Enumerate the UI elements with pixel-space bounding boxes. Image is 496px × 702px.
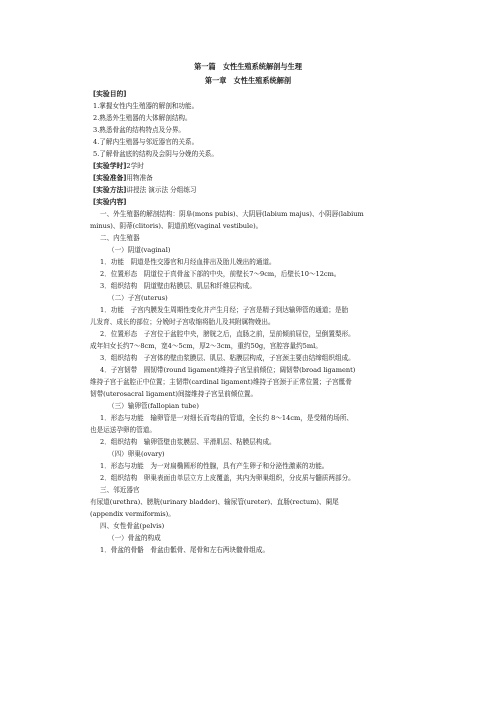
content-line: 1．功能 子宫内膜发生周期性变化并产生月经；子宫是精子到达输卵管的通道；是胎	[100, 306, 349, 314]
prep-heading: [实验准备]	[93, 174, 127, 182]
objective-item: 2.熟悉外生殖器的大体解剖结构。	[93, 114, 192, 122]
part-title: 第一篇 女性生殖系统解剖与生理	[194, 62, 302, 71]
content-line: 也是运送孕卵的管道。	[90, 426, 156, 434]
content-line: 2．位置形态 子宫位于盆腔中央，膀胱之后，直肠之前，呈前倾前屈位，呈倒置梨形。	[100, 330, 355, 338]
content-line: （三）输卵管(fallopian tube)	[108, 402, 199, 410]
content-heading: [实验内容]	[93, 198, 127, 206]
hours-heading: [实验学时]	[93, 162, 127, 170]
hours-value: 2学时	[126, 162, 144, 170]
content-line: 2．位置形态 阴道位于真骨盆下部的中央，前壁长7～9cm，后壁长10～12cm。	[100, 270, 341, 278]
content-line: 有尿道(urethra)、膀胱(urinary bladder)、输尿管(ureter)、直肠(rectum)、阑尾	[90, 498, 339, 506]
objective-item: 4.了解内生殖器与邻近器官的关系。	[93, 138, 199, 146]
objective-item: 1.掌握女性内生殖器的解剖和功能。	[93, 102, 199, 110]
content-line: (appendix vermiformis)。	[90, 510, 175, 518]
content-line: 2．组织结构 输卵管壁由浆膜层、平滑肌层、粘膜层构成。	[100, 438, 276, 446]
objectives-heading: [实验目的]	[93, 90, 127, 98]
hours-row	[93, 162, 144, 171]
content-line: 维持子宫于盆腔正中位置；主韧带(cardinal ligament)维持子宫颈于正常位置；子宫骶骨	[90, 378, 352, 386]
content-line: 一、外生殖器的解剖结构：阴阜(mons pubis)、大阴唇(labium majus)、小阴唇(labium	[100, 210, 364, 218]
content-line: 3．组织结构 子宫体的壁由浆膜层、肌层、粘膜层构成，子宫颈主要由结缔组织组成。	[100, 354, 355, 362]
content-line: 二、内生殖器	[100, 234, 140, 242]
content-line: 1．功能 阴道是性交器官和月经血排出及胎儿娩出的通道。	[100, 258, 276, 266]
content-line: minus)、阴蒂(clitoris)、阴道前庭(vaginal vestibule)。	[90, 222, 263, 230]
method-row	[93, 186, 197, 195]
content-line: 儿发育、成长的部位；分娩时子宫收缩将胎儿及其附属物娩出。	[90, 318, 275, 326]
content-line: 四、女性骨盆(pelvis)	[100, 522, 165, 530]
chapter-title: 第一章 女性生殖系统解剖	[204, 76, 292, 85]
content-line: （二）子宫(uterus)	[108, 294, 168, 302]
content-line: 韧带(uterosacral ligament)间接维持子宫呈前倾位置。	[90, 390, 258, 398]
content-line: 1．骨盆的骨骼 骨盆由骶骨、尾骨和左右两块髋骨组成。	[100, 546, 270, 554]
method-heading: [实验方法]	[93, 186, 127, 194]
prep-row	[93, 174, 153, 183]
content-line: 4．子宫韧带 圆韧带(round ligament)维持子宫呈前倾位；阔韧带(broad ligament)	[100, 366, 356, 374]
content-line: 1．形态与功能 输卵管是一对细长而弯曲的管道，全长约 8～14cm，是受精的场所、	[100, 414, 354, 422]
prep-value: 用物准备	[126, 174, 153, 182]
content-line: 三、邻近器官	[100, 486, 140, 494]
content-line: （一）骨盆的构成	[108, 534, 161, 542]
objective-item: 5.了解骨盆底的结构及会阴与分娩的关系。	[93, 150, 218, 158]
content-line: （一）阴道(vaginal)	[108, 246, 171, 254]
content-line: 成年妇女长约7～8cm，宽4～5cm，厚2～3cm，重约50g，宫腔容量约5ml。	[90, 342, 322, 350]
content-line: 3．组织结构 阴道壁由粘膜层、肌层和纤维层构成。	[100, 282, 256, 290]
method-value: 讲授法 演示法 分组练习	[126, 186, 197, 194]
content-line: 1．形态与功能 为一对扁椭圆形的性腺，具有产生卵子和分泌性激素的功能。	[100, 462, 329, 470]
content-line: 2．组织结构 卵巢表面由单层立方上皮覆盖，其内为卵巢组织，分皮质与髓质两部分。	[100, 474, 355, 482]
content-line: （四）卵巢(ovary)	[108, 450, 165, 458]
objective-item: 3.熟悉骨盆的结构特点及分界。	[93, 126, 186, 134]
